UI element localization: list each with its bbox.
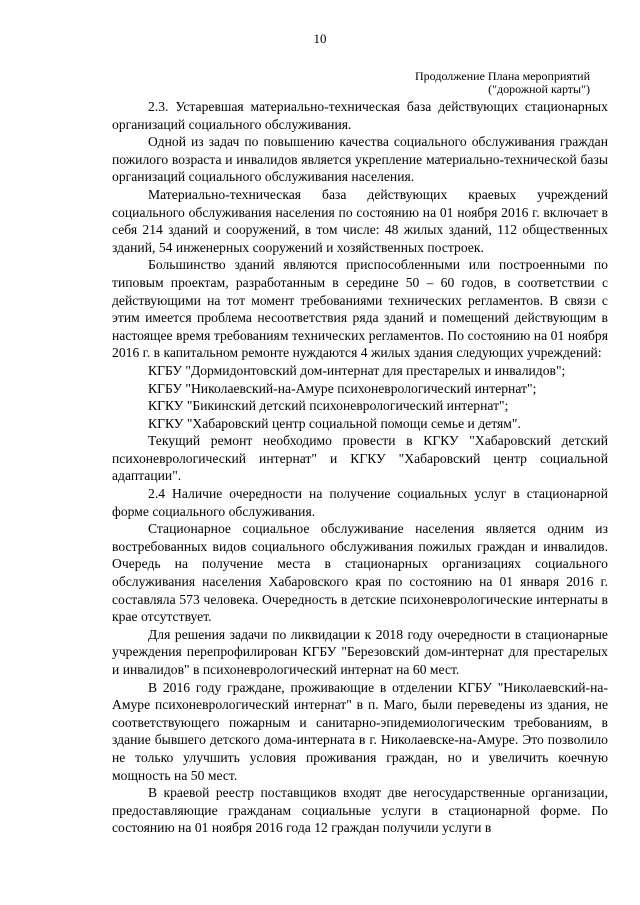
- list-item: КГБУ "Николаевский-на-Амуре психоневрологический интернат";: [148, 380, 537, 396]
- section-2-4-paragraph-1: Стационарное социальное обслуживание населения является одним из востребованных видов социального обслуживания пожилых граждан и инвалидов. Очередь на получение места в стационарных организациях социального обслуживания населения Хабаровского края по состоянию на 01 января 2016 г. составляла 573 человека. Очередность в детские психоневрологические интернаты в крае отсутствует.: [112, 521, 608, 625]
- section-2-4-paragraph-3: В 2016 году граждане, проживающие в отделении КГБУ "Николаевский-на-Амуре психоневрологический интернат" в п. Маго, были переведены из здания, не соответствующего пожарным и санитарно-эпидемиологическим требованиям, в здание бывшего детского дома-интерната в г. Николаевске-на-Амуре. Это позволило не только улучшить условия проживания граждан, но и увеличить коечную мощность на 50 мест.: [112, 679, 608, 783]
- list-item: КГКУ "Бикинский детский психоневрологический интернат";: [148, 398, 509, 414]
- section-2-3-paragraph-1: Одной из задач по повышению качества социального обслуживания граждан пожилого возраста и инвалидов является укрепление материально-технической базы организаций социального обслуживания населения.: [112, 134, 608, 185]
- page-number: 10: [313, 31, 327, 46]
- body-text: [112, 98, 608, 836]
- list-item: КГКУ "Хабаровский центр социальной помощи семье и детям".: [148, 415, 521, 431]
- list-item: КГБУ "Дормидонтовский дом-интернат для престарелых и инвалидов";: [148, 362, 566, 378]
- section-2-4-paragraph-2: Для решения задачи по ликвидации к 2018 году очередности в стационарные учреждения перепрофилирован КГБУ "Березовский дом-интернат для престарелых и инвалидов" в психоневрологический интернат на 60 мест.: [112, 626, 608, 677]
- running-header: [415, 70, 590, 96]
- header-line-2: ("дорожной карты"): [488, 82, 590, 96]
- section-2-3-paragraph-4: Текущий ремонт необходимо провести в КГКУ "Хабаровский детский психоневрологический интернат" и КГКУ "Хабаровский центр социальной адаптации".: [112, 433, 608, 484]
- section-2-3-paragraph-2: Материально-техническая база действующих краевых учреждений социального обслуживания населения по состоянию на 01 ноября 2016 г. включает в себя 214 зданий и сооружений, в том числе: 48 жилых зданий, 112 общественных зданий, 54 инженерных сооружений и хозяйственных построек.: [112, 186, 608, 255]
- section-2-4-paragraph-4: В краевой реестр поставщиков входят две негосударственные организации, предоставляющие гражданам социальные услуги в стационарной форме. По состоянию на 01 ноября 2016 года 12 граждан получили услуги в: [112, 785, 608, 836]
- header-line-1: Продолжение Плана мероприятий: [415, 69, 590, 83]
- section-2-3-heading: 2.3. Устаревшая материально-техническая база действующих стационарных организаций социального обслуживания.: [112, 99, 608, 132]
- section-2-4-heading: 2.4 Наличие очередности на получение социальных услуг в стационарной форме социального обслуживания.: [112, 486, 608, 519]
- section-2-3-paragraph-3: Большинство зданий являются приспособленными или построенными по типовым проектам, разработанным в середине 50 – 60 годов, в соответствии с действующими на тот момент требованиями технических регламентов. В связи с этим имеется проблема несоответствия ряда зданий и помещений действующим в настоящее время требованиям технических регламентов. По состоянию на 01 ноября 2016 г. в капитальном ремонте нуждаются 4 жилых здания следующих учреждений:: [112, 257, 608, 361]
